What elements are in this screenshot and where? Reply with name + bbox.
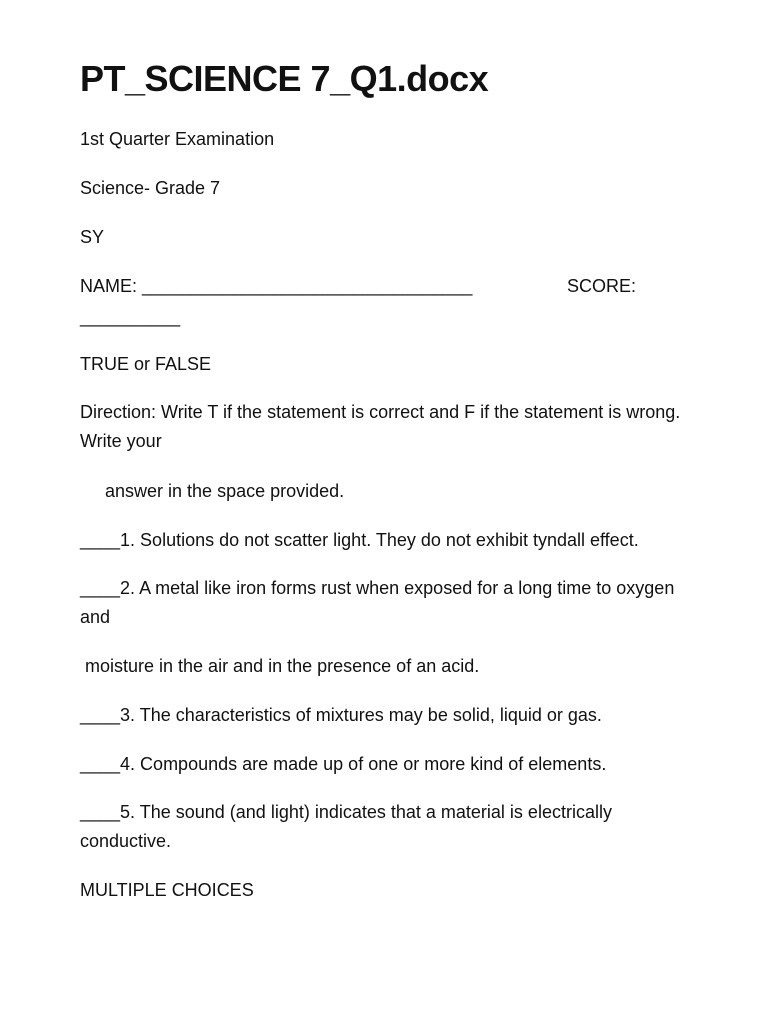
score-blank: __________: [80, 307, 181, 327]
item-5: ____5. The sound (and light) indicates that a material is electrically conductive.: [80, 802, 612, 851]
direction-text: Direction: Write T if the statement is correct and F if the statement is wrong. Write your: [80, 402, 681, 451]
name-line: NAME: _________________________________: [80, 276, 473, 296]
item-1: ____1. Solutions do not scatter light. They do not exhibit tyndall effect.: [80, 530, 639, 550]
score-label: SCORE:: [567, 276, 637, 296]
document-title: PT_SCIENCE 7_Q1.docx: [80, 58, 489, 99]
item-2: ____2. A metal like iron forms rust when exposed for a long time to oxygen and: [80, 578, 675, 627]
subject-grade: Science- Grade 7: [80, 178, 221, 198]
item-2-continued: moisture in the air and in the presence of an acid.: [80, 656, 480, 676]
item-3: ____3. The characteristics of mixtures may be solid, liquid or gas.: [80, 705, 602, 725]
direction-continued: answer in the space provided.: [80, 481, 345, 501]
school-year: SY: [80, 227, 105, 247]
section-multiple-choice: MULTIPLE CHOICES: [80, 880, 254, 900]
section-true-false: TRUE or FALSE: [80, 354, 212, 374]
exam-title: 1st Quarter Examination: [80, 129, 275, 149]
item-4: ____4. Compounds are made up of one or more kind of elements.: [80, 754, 607, 774]
